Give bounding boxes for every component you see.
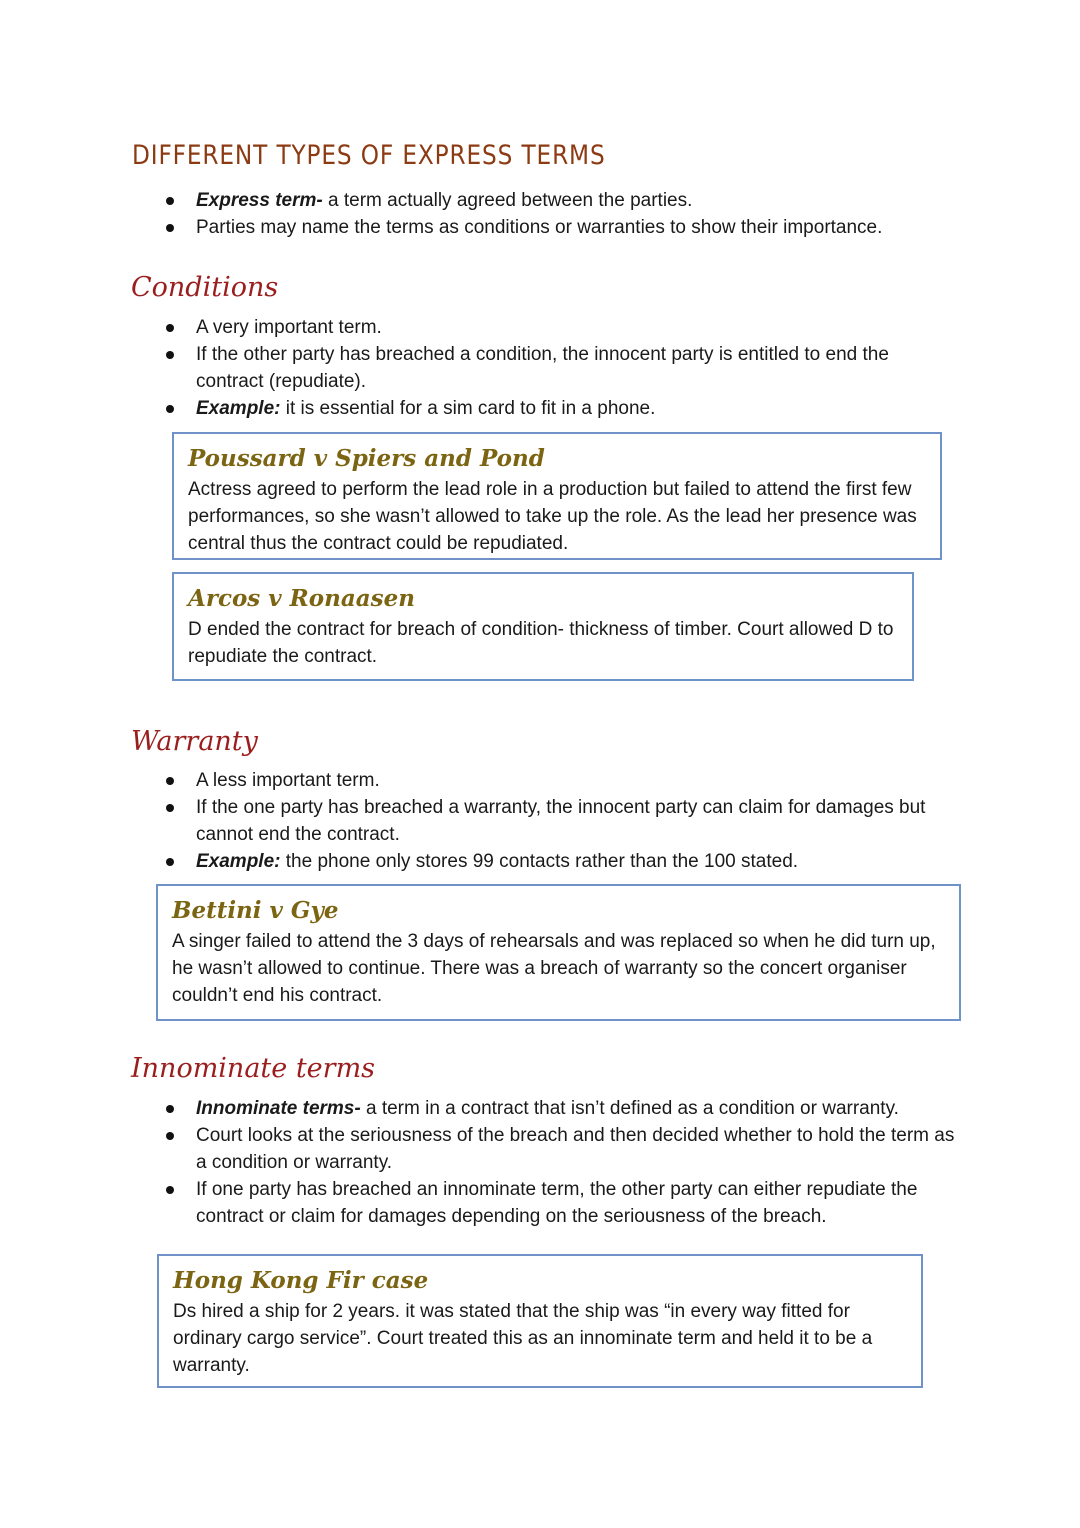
list-item	[0, 395, 956, 422]
bullet-text: If one party has breached an innominate term, the other party can either repudiate the contract or claim for damages depending on the seriousness of the breach.	[196, 1179, 918, 1227]
case-description: Ds hired a ship for 2 years. it was stated that the ship was “in every way fitted for ordinary cargo service”. Court treated this as an innominate term and held it to be a warranty.	[173, 1301, 873, 1376]
list-item	[0, 314, 956, 341]
innominate-bullet-list	[0, 1095, 956, 1230]
bullet-term: Example:	[196, 851, 281, 872]
conditions-bullet-list	[0, 314, 956, 422]
case-name: Hong Kong Fir case	[173, 1267, 429, 1294]
bullet-term: Innominate terms-	[196, 1098, 361, 1119]
list-item	[0, 794, 956, 848]
case-name: Poussard v Spiers and Pond	[188, 445, 545, 472]
page-title: DIFFERENT TYPES OF EXPRESS TERMS	[132, 140, 606, 171]
bullet-term: Example:	[196, 398, 281, 419]
case-name: Bettini v Gye	[172, 897, 339, 924]
case-box-arcos	[172, 572, 914, 681]
list-item	[0, 848, 956, 875]
case-box-poussard	[172, 432, 942, 560]
list-item	[0, 1095, 956, 1122]
bullet-text: a term in a contract that isn’t defined as a condition or warranty.	[360, 1098, 899, 1119]
bullet-text: A less important term.	[196, 770, 380, 791]
bullet-text: the phone only stores 99 contacts rather than the 100 stated.	[280, 851, 799, 872]
warranty-heading: Warranty	[131, 726, 258, 757]
list-item	[0, 341, 956, 395]
bullet-text: a term actually agreed between the parties.	[322, 190, 693, 211]
case-description: D ended the contract for breach of condition- thickness of timber. Court allowed D to repudiate the contract.	[188, 619, 894, 667]
conditions-heading: Conditions	[131, 272, 279, 303]
list-item	[0, 214, 956, 241]
case-name: Arcos v Ronaasen	[188, 585, 415, 612]
bullet-text: If the one party has breached a warranty, the innocent party can claim for damages but cannot end the contract.	[196, 797, 926, 845]
intro-bullet-list	[0, 187, 956, 241]
bullet-text: Parties may name the terms as conditions or warranties to show their importance.	[196, 217, 883, 238]
case-box-hong-kong-fir	[157, 1254, 923, 1388]
bullet-text: A very important term.	[196, 317, 382, 338]
case-box-bettini	[156, 884, 961, 1021]
bullet-text: it is essential for a sim card to fit in a phone.	[280, 398, 656, 419]
bullet-term: Express term-	[196, 190, 323, 211]
list-item	[0, 1176, 956, 1230]
bullet-text: If the other party has breached a condition, the innocent party is entitled to end the contract (repudiate).	[196, 344, 889, 392]
list-item	[0, 767, 956, 794]
list-item	[0, 187, 956, 214]
innominate-heading: Innominate terms	[131, 1053, 376, 1084]
warranty-bullet-list	[0, 767, 956, 875]
bullet-text: Court looks at the seriousness of the breach and then decided whether to hold the term as a condition or warranty.	[196, 1125, 955, 1173]
list-item	[0, 1122, 956, 1176]
case-description: Actress agreed to perform the lead role in a production but failed to attend the first few performances, so she wasn’t allowed to take up the role. As the lead her presence was central thus the contract could be repudiated.	[188, 479, 917, 554]
case-description: A singer failed to attend the 3 days of rehearsals and was replaced so when he did turn up, he wasn’t allowed to continue. There was a breach of warranty so the concert organiser couldn’t end his contract.	[172, 931, 936, 1006]
